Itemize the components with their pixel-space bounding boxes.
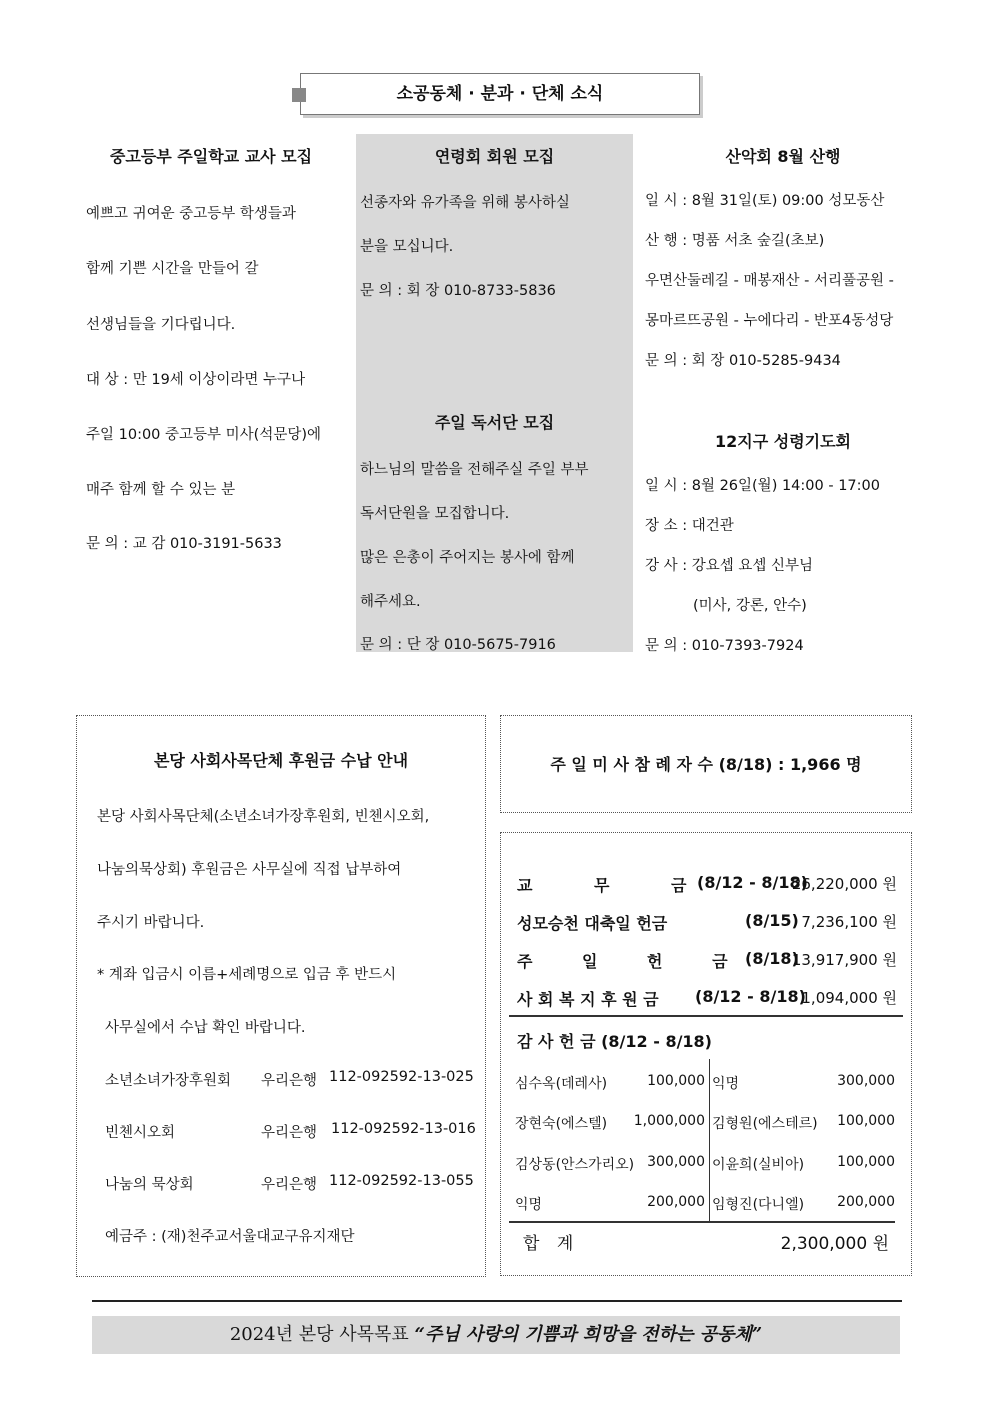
offering-period: (8/15): [745, 911, 799, 930]
offering-label: 성모승천 대축일 헌금: [517, 914, 668, 933]
divider: [509, 1015, 903, 1017]
account-bank: 우리은행: [261, 1177, 318, 1193]
contact-line: 문 의 : 회 장 010-5285-9434: [645, 353, 841, 369]
text-line: 매주 함께 할 수 있는 분: [86, 482, 236, 498]
text-line: 많은 은총이 주어지는 봉사에 함께: [360, 550, 575, 566]
text-line: 우면산둘레길 - 매봉재산 - 서리풀공원 -: [645, 273, 894, 289]
text-line: 분을 모십니다.: [360, 239, 454, 255]
donor-amount: 200,000: [837, 1194, 895, 1210]
donor-name: 익명: [515, 1197, 543, 1213]
footer-rule: [92, 1300, 902, 1302]
account-name: 빈첸시오회: [105, 1125, 176, 1141]
donation-notice-box: [76, 715, 486, 1277]
offering-period: (8/18): [745, 949, 799, 968]
text-line: 함께 기쁜 시간을 만들어 갈: [86, 261, 259, 277]
offering-amount: 1,094,000 원: [801, 989, 897, 1007]
offering-label: 사 회 복 지 후 원 금: [517, 990, 659, 1009]
account-number: 112-092592-13-016: [331, 1121, 476, 1137]
text-line: 주일 10:00 중고등부 미사(석문당)에: [86, 427, 322, 443]
contact-line: 문 의 : 단 장 010-5675-7916: [360, 637, 556, 653]
text-line: 주시기 바랍니다.: [97, 915, 205, 931]
offering-row: [517, 911, 897, 941]
hiking-heading: 산악회 8월 산행: [725, 147, 841, 166]
offering-amount: 26,220,000 원: [791, 875, 897, 893]
section-title: 소공동체 · 분과 · 단체 소식: [396, 84, 604, 104]
text-line: 선생님들을 기다립니다.: [86, 317, 236, 333]
donor-name: 이윤희(실비아): [712, 1157, 805, 1173]
teacher-recruit-column: [76, 134, 346, 654]
attendance-box: [500, 715, 912, 813]
pastoral-goal-prefix: 2024년 본당 사목목표: [229, 1324, 409, 1345]
pastoral-goal-banner: [92, 1316, 900, 1354]
offering-row: [517, 987, 897, 1017]
lector-heading: 주일 독서단 모집: [434, 413, 555, 432]
text-line: 독서단원을 모집합니다.: [360, 506, 510, 522]
text-line: 하느님의 말씀을 전해주실 주일 부부: [360, 462, 589, 478]
account-bank: 우리은행: [261, 1073, 318, 1089]
contact-line: 문 의 : 010-7393-7924: [645, 638, 804, 654]
offering-amount: 7,236,100 원: [801, 913, 897, 931]
offering-label: 교 무 금: [517, 876, 715, 895]
thanks-offering-title: 감 사 헌 금 (8/12 - 8/18): [517, 1032, 712, 1051]
text-line: * 계좌 입금시 이름+세례명으로 입금 후 반드시: [97, 967, 397, 983]
total-amount: 2,300,000 원: [780, 1234, 889, 1254]
donor-name: 임형진(다니엘): [712, 1197, 805, 1213]
donor-name: 김형원(에스테르): [712, 1116, 818, 1132]
prayer-meeting-heading: 12지구 성령기도회: [714, 432, 852, 451]
donor-amount: 100,000: [837, 1154, 895, 1170]
hiking-prayer-column: [643, 134, 923, 654]
donor-name: 심수옥(데레사): [515, 1076, 608, 1092]
donor-name: 익명: [712, 1076, 740, 1092]
divider: [709, 1059, 710, 1221]
teacher-recruit-heading: 중고등부 주일학교 교사 모집: [109, 147, 313, 166]
account-number: 112-092592-13-055: [329, 1173, 474, 1189]
contact-line: 문 의 : 회 장 010-8733-5836: [360, 283, 556, 299]
text-line: 일 시 : 8월 26일(월) 14:00 - 17:00: [645, 478, 880, 494]
text-line: 나눔의묵상회) 후원금은 사무실에 직접 납부하여: [97, 862, 402, 878]
donor-name: 장현숙(에스텔): [515, 1116, 608, 1132]
text-line: (미사, 강론, 안수): [693, 598, 807, 614]
offering-amount: 13,917,900 원: [791, 951, 897, 969]
offering-row: [517, 873, 897, 903]
text-line: 대 상 : 만 19세 이상이라면 누구나: [86, 372, 306, 388]
text-line: 강 사 : 강요셉 요셉 신부님: [645, 558, 814, 574]
donor-amount: 100,000: [837, 1113, 895, 1129]
pastoral-goal-slogan: “주님 사랑의 기쁨과 희망을 전하는 공동체”: [414, 1324, 763, 1345]
donor-amount: 300,000: [837, 1073, 895, 1089]
text-line: 몽마르뜨공원 - 누에다리 - 반포4동성당: [645, 313, 894, 329]
offering-period: (8/12 - 8/18): [697, 873, 808, 892]
text-line: 본당 사회사목단체(소년소녀가장후원회, 빈첸시오회,: [97, 809, 430, 825]
account-bank: 우리은행: [261, 1125, 318, 1141]
offering-period: (8/12 - 8/18): [695, 987, 806, 1006]
funeral-society-heading: 연령회 회원 모집: [434, 147, 555, 166]
text-line: 선종자와 유가족을 위해 봉사하실: [360, 195, 570, 211]
donor-amount: 200,000: [647, 1194, 705, 1210]
contact-line: 문 의 : 교 감 010-3191-5633: [86, 536, 282, 552]
recruit-column: [356, 134, 633, 652]
donation-heading: 본당 사회사목단체 후원금 수납 안내: [153, 751, 409, 770]
donor-amount: 1,000,000: [633, 1113, 705, 1129]
divider: [509, 1221, 895, 1223]
text-line: 해주세요.: [360, 594, 421, 610]
account-name: 소년소녀가장후원회: [105, 1073, 232, 1089]
text-line: 사무실에서 수납 확인 바랍니다.: [105, 1020, 306, 1036]
offering-label: 주 일 헌 금: [517, 952, 750, 971]
total-label: 합 계: [523, 1234, 580, 1254]
text-line: 장 소 : 대건관: [645, 518, 734, 534]
account-name: 나눔의 묵상회: [105, 1177, 194, 1193]
offering-report-box: [500, 832, 912, 1276]
donor-amount: 300,000: [647, 1154, 705, 1170]
offering-row: [517, 949, 897, 979]
attendance-count: 주 일 미 사 참 례 자 수 (8/18) : 1,966 명: [550, 755, 862, 774]
text-line: 예쁘고 귀여운 중고등부 학생들과: [86, 206, 296, 222]
donor-name: 김상동(안스가리오): [515, 1157, 635, 1173]
text-line: 일 시 : 8월 31일(토) 09:00 성모동산: [645, 193, 885, 209]
donor-amount: 100,000: [647, 1073, 705, 1089]
account-holder: 예금주 : (재)천주교서울대교구유지재단: [105, 1229, 355, 1245]
account-number: 112-092592-13-025: [329, 1069, 474, 1085]
text-line: 산 행 : 명품 서초 숲길(초보): [645, 233, 825, 249]
